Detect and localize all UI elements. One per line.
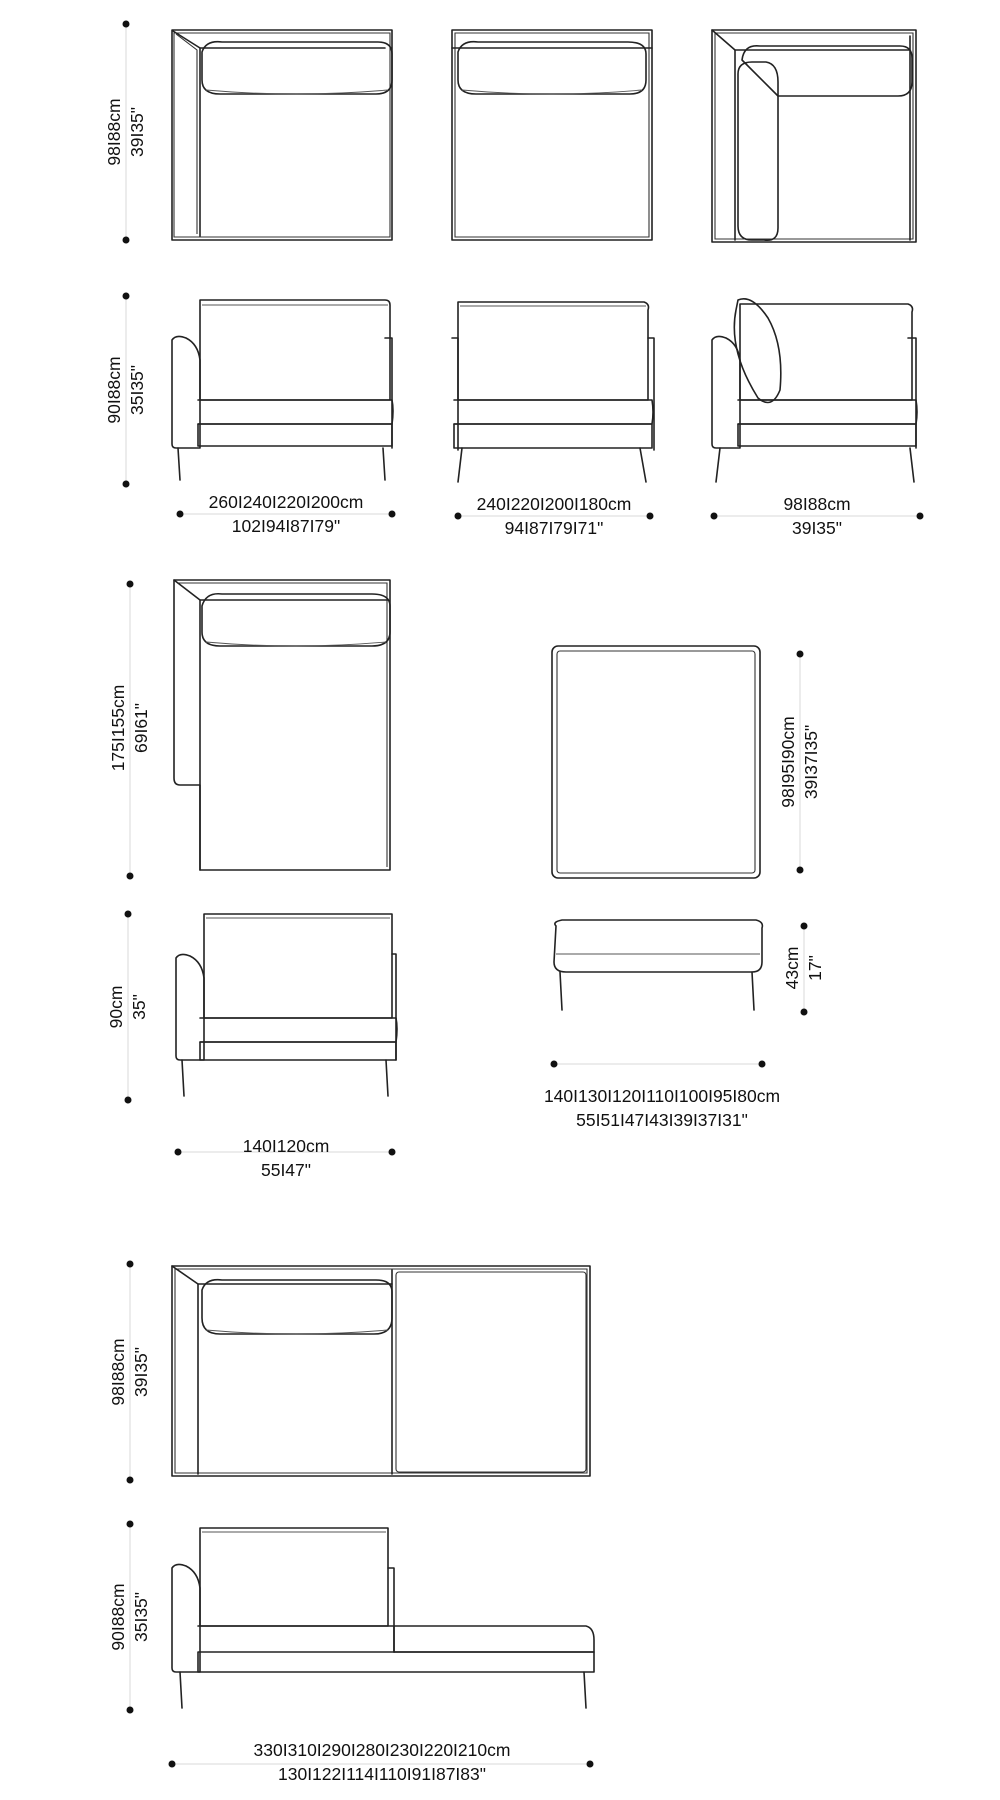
corner-module-plan (712, 30, 916, 242)
chaise-width-in: 55I47" (260, 1160, 312, 1180)
row1-plan-height-cm: 98I88cm (104, 98, 124, 166)
corner-module-elevation (712, 299, 917, 482)
row1-plan-height-in: 39I35" (127, 106, 147, 158)
open-end-height-in: 35I35" (131, 1591, 151, 1643)
corner-width-in: 39I35" (791, 518, 843, 538)
pouf-depth-in: 39I37I35" (801, 724, 821, 800)
module-a-width-cm: 260I240I220I200cm (208, 492, 364, 512)
open-end-depth-in: 39I35" (131, 1346, 151, 1398)
open-end-plan (172, 1266, 590, 1476)
pouf-plan (552, 646, 760, 878)
corner-width-cm: 98I88cm (783, 494, 851, 514)
chaise-width-cm: 140I120cm (242, 1136, 330, 1156)
open-end-width-cm: 330I310I290I280I230I220I210cm (253, 1740, 511, 1760)
chaise-height-in: 35" (129, 994, 149, 1020)
pouf-height-in: 17" (805, 955, 825, 981)
module-b-plan (452, 30, 652, 240)
pouf-width-in: 55I51I47I43I39I37I31" (576, 1110, 748, 1130)
row1-elev-height-in: 35I35" (127, 364, 147, 416)
chaise-depth-cm: 175I155cm (108, 684, 128, 772)
open-end-width-in: 130I122I114I110I91I87I83" (278, 1764, 486, 1784)
open-end-height-cm: 90I88cm (108, 1583, 128, 1651)
row1-elev-height-cm: 90I88cm (104, 356, 124, 424)
pouf-height-cm: 43cm (782, 946, 802, 990)
module-a-plan (172, 30, 392, 240)
pouf-width-cm: 140I130I120I110I100I95I80cm (543, 1086, 781, 1106)
chaise-height-cm: 90cm (106, 985, 126, 1029)
module-b-elevation (452, 302, 654, 482)
module-a-width-in: 102I94I87I79" (231, 516, 341, 536)
open-end-depth-cm: 98I88cm (108, 1338, 128, 1406)
dimension-guides (123, 21, 924, 1768)
chaise-plan (174, 580, 390, 870)
module-b-width-in: 94I87I79I71" (504, 518, 604, 538)
chaise-depth-in: 69I61" (131, 702, 151, 754)
open-end-elevation (172, 1528, 594, 1708)
module-b-width-cm: 240I220I200I180cm (476, 494, 632, 514)
module-a-elevation (172, 300, 393, 480)
pouf-depth-cm: 98I95I90cm (778, 716, 798, 808)
pouf-elevation (554, 920, 762, 1010)
chaise-elevation (176, 914, 397, 1096)
